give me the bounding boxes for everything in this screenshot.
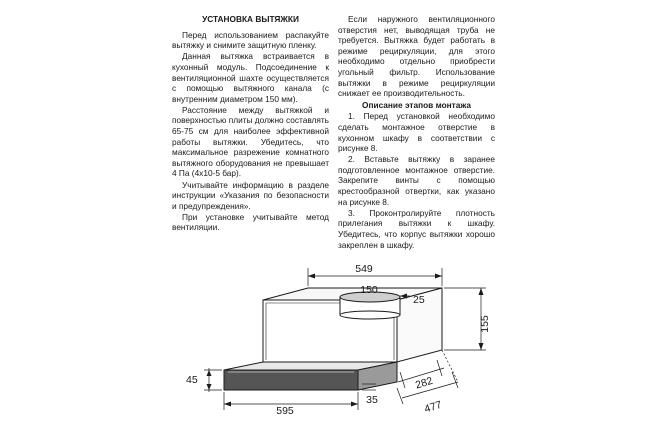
dim-height: 155: [479, 315, 491, 333]
mounting-steps-heading: Описание этапов монтажа: [362, 99, 471, 110]
paragraph-builtin: Данная вытяжка встраивается в кухонный модуль. Подсоединение к вентиляционной шахте осуществляется с помощью вытяжного канала (с внутренним диаметром 150 мм).: [172, 51, 329, 104]
paragraph-ventilation: При установке учитывайте метод вентиляции.: [172, 211, 329, 233]
dim-depth-total: 477: [422, 398, 444, 416]
dim-duct-diameter: 150: [360, 284, 378, 296]
sliding-front-panel: [224, 362, 397, 390]
paragraph-unpack: Перед использованием распакуйте вытяжку и снимите защитную пленку.: [172, 29, 329, 51]
paragraph-recirculation: Если наружного вентиляционного отверстия нет, выводящая труба не требуется. Вытяжка будет работать в режиме рециркуляции, для этого необходимо отдельно приобрести угольный фильтр. Использование вытяжки в режиме рециркуляции снижает ее производительность.: [338, 14, 495, 99]
duct-collar: [340, 292, 400, 319]
step-3: 3. Проконтролируйте плотность прилегания вытяжки к шкафу. Убедитесь, что корпус вытяжки хорошо закреплен в шкафу.: [338, 207, 495, 250]
dim-depth-inner: 282: [413, 374, 435, 392]
dim-duct-offset: 25: [413, 294, 425, 306]
paragraph-safety: Учитывайте информацию в разделе инструкции «Указания по безопасности и предупреждения».: [172, 179, 329, 211]
dim-front-depth: 35: [366, 394, 378, 406]
dim-front-panel: 45: [186, 374, 198, 386]
paragraph-distance: Расстояние между вытяжкой и поверхностью плиты должно составлять 65-75 см для наиболее эффективной работы вытяжки. Убедитесь, что максимальное разрежение комнатного вытяжного оборудования не превышает 4 Па (4x10-5 бар).: [172, 104, 329, 179]
step-1: 1. Перед установкой необходимо сделать монтажное отверстие в кухонном шкафу в соответствии с рисунке 8.: [338, 111, 495, 154]
installation-heading: УСТАНОВКА ВЫТЯЖКИ: [202, 14, 299, 24]
dim-top-width: 549: [355, 263, 373, 275]
step-2: 2. Вставьте вытяжку в заранее подготовленное монтажное отверстие. Закрепите винты с помощью крестообразной отвертки, как указано на рисунке 8.: [338, 154, 495, 207]
dim-front-width: 595: [276, 405, 294, 417]
